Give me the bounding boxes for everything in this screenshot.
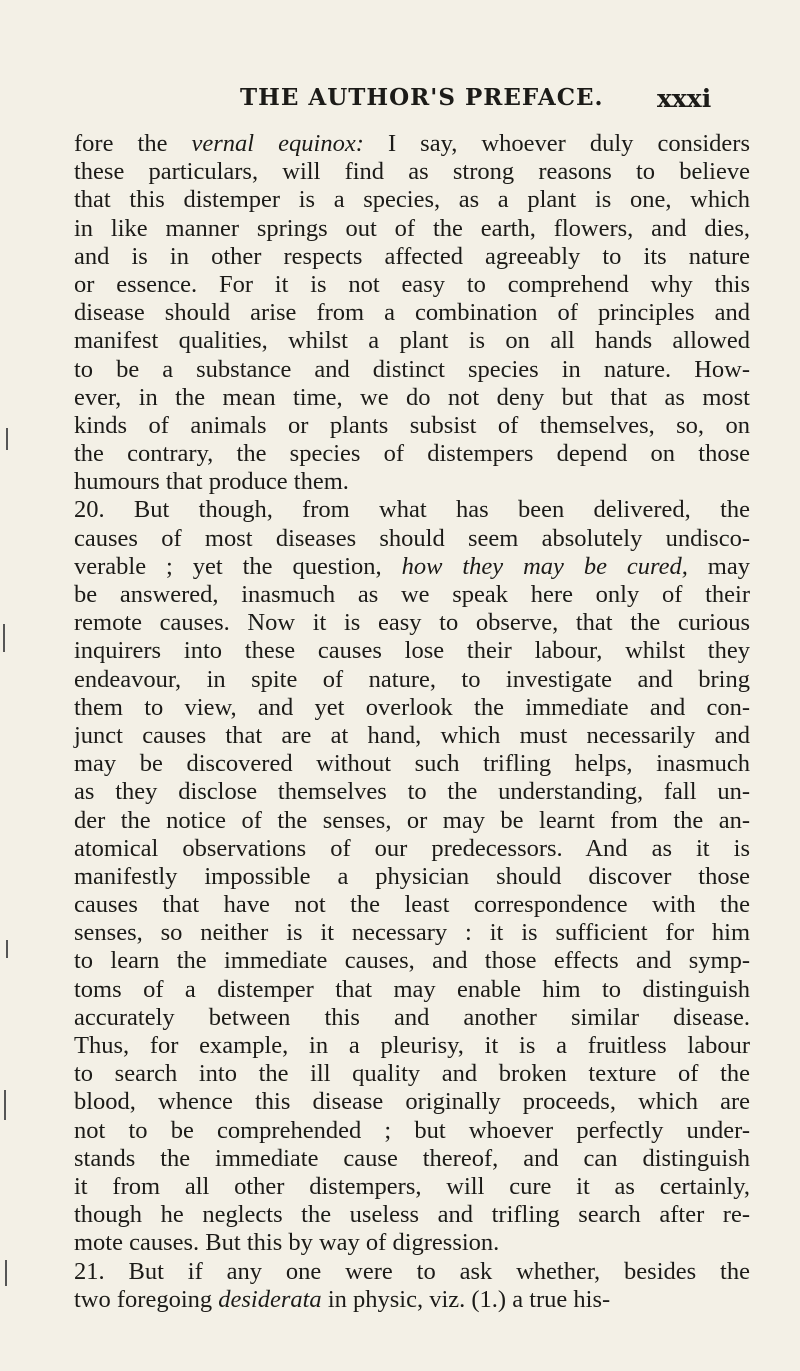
- text-segment: in physic, viz. (1.) a true his-: [321, 1285, 611, 1313]
- text-segment: causes of most diseases should seem absolutely undisco-: [74, 524, 750, 552]
- italic-phrase: how they may be cured,: [401, 552, 688, 580]
- text-segment: that this distemper is a species, as a plant is one, which: [74, 186, 750, 214]
- text-segment: toms of a distemper that may enable him to distinguish: [74, 975, 750, 1003]
- text-line: [74, 1032, 750, 1060]
- text-segment: senses, so neither is it necessary : it is sufficient for him: [74, 919, 750, 947]
- text-segment: ever, in the mean time, we do not deny but that as most: [74, 383, 750, 411]
- text-segment: as they disclose themselves to the understanding, fall un-: [74, 778, 750, 806]
- text-line: [74, 1173, 750, 1201]
- italic-phrase: desiderata: [218, 1285, 322, 1313]
- text-line: [74, 863, 750, 891]
- text-line: [74, 722, 750, 750]
- text-segment: mote causes. But this by way of digression.: [74, 1229, 500, 1257]
- text-line: [74, 1060, 750, 1088]
- text-line: [74, 215, 750, 243]
- text-segment: endeavour, in spite of nature, to investigate and bring: [74, 665, 750, 693]
- italic-phrase: vernal equinox:: [191, 130, 364, 157]
- text-segment: two foregoing: [74, 1285, 219, 1313]
- text-line: [74, 299, 750, 327]
- text-segment: remote causes. Now it is easy to observe, that the curious: [74, 609, 750, 637]
- text-line: [74, 356, 750, 384]
- text-segment: manifestly impossible a physician should discover those: [74, 862, 750, 890]
- text-segment: it from all other distempers, will cure it as certainly,: [74, 1172, 750, 1200]
- text-line: [74, 1229, 750, 1257]
- text-segment: junct causes that are at hand, which must necessarily and: [74, 721, 750, 749]
- text-segment: may: [687, 552, 750, 580]
- text-line: [74, 1088, 750, 1116]
- text-segment: the contrary, the species of distempers depend on those: [74, 440, 750, 468]
- text-line: [74, 158, 750, 186]
- text-line: [74, 327, 750, 355]
- text-line: [74, 496, 750, 524]
- body-text: [74, 130, 750, 1314]
- text-line: [74, 581, 750, 609]
- text-segment: to learn the immediate causes, and those effects and symp-: [74, 947, 750, 975]
- text-segment: atomical observations of our predecessors. And as it is: [74, 834, 750, 862]
- text-line: [74, 609, 750, 637]
- text-line: [74, 1117, 750, 1145]
- text-segment: them to view, and yet overlook the immediate and con-: [74, 693, 750, 721]
- text-line: [74, 1145, 750, 1173]
- text-line: [74, 750, 750, 778]
- binding-edge-marks: [0, 0, 20, 1371]
- text-line: [74, 1286, 750, 1314]
- text-line: [74, 186, 750, 214]
- running-head: [0, 84, 800, 114]
- text-segment: humours that produce them.: [74, 468, 349, 496]
- text-line: [74, 525, 750, 553]
- text-segment: inquirers into these causes lose their labour, whilst they: [74, 637, 750, 665]
- text-line: [74, 412, 750, 440]
- text-segment: or essence. For it is not easy to comprehend why this: [74, 270, 750, 298]
- text-line: [74, 384, 750, 412]
- text-line: [74, 807, 750, 835]
- running-head-title: THE AUTHOR'S PREFACE.: [240, 84, 604, 111]
- text-segment: der the notice of the senses, or may be learnt from the an-: [74, 806, 750, 834]
- text-line: [74, 271, 750, 299]
- text-line: [74, 835, 750, 863]
- text-line: [74, 891, 750, 919]
- text-segment: these particulars, will find as strong reasons to believe: [74, 158, 750, 186]
- text-segment: to be a substance and distinct species in nature. How-: [74, 355, 750, 383]
- text-line: [74, 976, 750, 1004]
- text-segment: fore the: [74, 130, 192, 157]
- text-segment: kinds of animals or plants subsist of themselves, so, on: [74, 411, 750, 439]
- text-line: [74, 1258, 750, 1286]
- text-segment: to search into the ill quality and broken texture of the: [74, 1060, 750, 1088]
- text-line: [74, 919, 750, 947]
- text-line: [74, 694, 750, 722]
- text-line: [74, 666, 750, 694]
- text-segment: verable ; yet the question,: [74, 552, 402, 580]
- text-segment: disease should arise from a combination of principles and: [74, 299, 750, 327]
- text-segment: be answered, inasmuch as we speak here only of their: [74, 581, 750, 608]
- text-line: [74, 440, 750, 468]
- text-line: [74, 243, 750, 271]
- text-line: [74, 778, 750, 806]
- text-line: [74, 130, 750, 158]
- text-segment: 20. But though, from what has been delivered, the: [74, 496, 750, 524]
- text-line: [74, 1201, 750, 1229]
- text-line: [74, 553, 750, 581]
- text-segment: may be discovered without such trifling helps, inasmuch: [74, 750, 750, 778]
- text-segment: causes that have not the least correspondence with the: [74, 891, 750, 919]
- text-line: [74, 468, 750, 496]
- text-line: [74, 637, 750, 665]
- text-segment: not to be comprehended ; but whoever perfectly under-: [74, 1116, 750, 1144]
- text-segment: stands the immediate cause thereof, and can distinguish: [74, 1144, 750, 1172]
- text-segment: manifest qualities, whilst a plant is on all hands allowed: [74, 327, 750, 355]
- text-segment: blood, whence this disease originally proceeds, which are: [74, 1088, 750, 1116]
- text-segment: I say, whoever duly considers: [363, 130, 751, 157]
- text-segment: though he neglects the useless and trifling search after re-: [74, 1201, 750, 1229]
- text-segment: 21. But if any one were to ask whether, besides the: [74, 1257, 750, 1285]
- text-segment: and is in other respects affected agreeably to its nature: [74, 242, 750, 270]
- page-number: xxxi: [657, 84, 712, 113]
- text-line: [74, 947, 750, 975]
- text-line: [74, 1004, 750, 1032]
- text-segment: accurately between this and another similar disease.: [74, 1003, 750, 1031]
- text-segment: in like manner springs out of the earth, flowers, and dies,: [74, 214, 750, 242]
- text-segment: Thus, for example, in a pleurisy, it is a fruitless labour: [74, 1032, 750, 1059]
